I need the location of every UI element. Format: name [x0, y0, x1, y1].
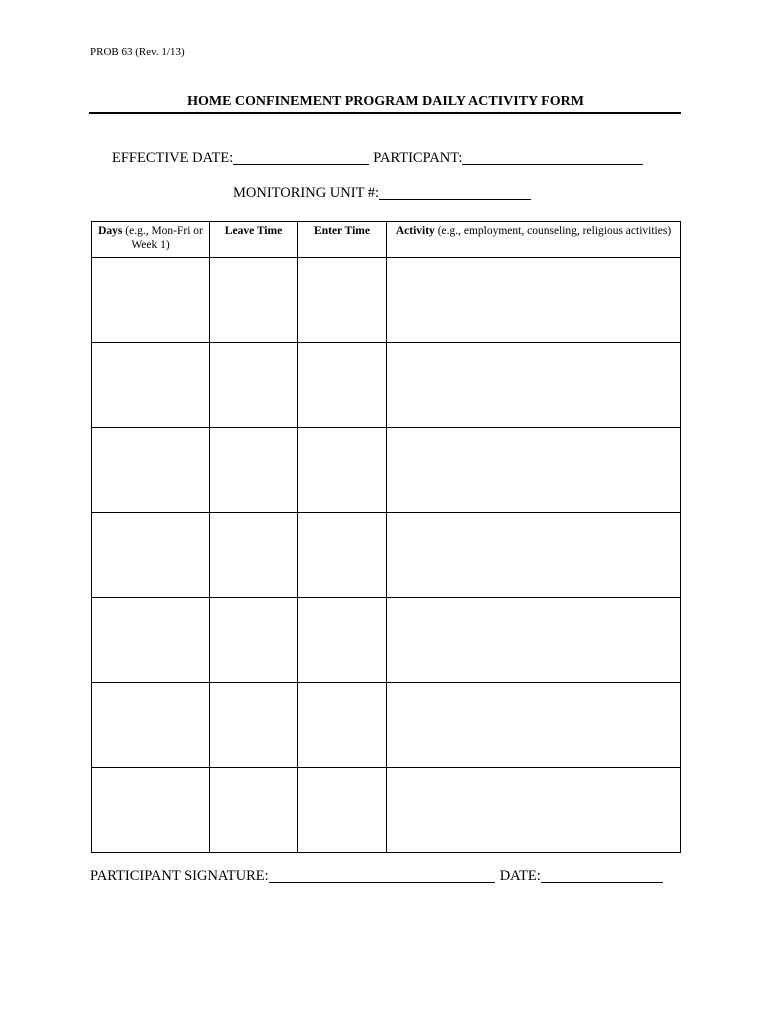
- enter-time-cell[interactable]: [298, 343, 387, 428]
- days-cell[interactable]: [92, 683, 210, 768]
- form-title: HOME CONFINEMENT PROGRAM DAILY ACTIVITY FORM: [187, 94, 584, 109]
- signature-date-field[interactable]: [541, 868, 663, 883]
- table-row: [92, 258, 681, 343]
- days-cell[interactable]: [92, 258, 210, 343]
- table-row: [92, 598, 681, 683]
- days-cell[interactable]: [92, 513, 210, 598]
- monitoring-unit-field[interactable]: [379, 185, 531, 200]
- leave-time-cell[interactable]: [210, 683, 298, 768]
- table-row: [92, 513, 681, 598]
- activity-cell[interactable]: [387, 598, 681, 683]
- column-header-enter-time: Enter Time: [298, 222, 387, 258]
- leave-time-cell[interactable]: [210, 768, 298, 853]
- activity-cell[interactable]: [387, 683, 681, 768]
- days-cell[interactable]: [92, 768, 210, 853]
- enter-time-cell[interactable]: [298, 258, 387, 343]
- enter-time-cell[interactable]: [298, 768, 387, 853]
- leave-time-cell[interactable]: [210, 598, 298, 683]
- leave-time-cell[interactable]: [210, 343, 298, 428]
- enter-time-cell[interactable]: [298, 683, 387, 768]
- days-cell[interactable]: [92, 598, 210, 683]
- effective-date-field[interactable]: [233, 150, 369, 165]
- monitoring-unit-label: MONITORING UNIT #:: [233, 185, 380, 201]
- monitoring-unit-row: [233, 185, 531, 202]
- effective-participant-row: [112, 150, 643, 167]
- form-code: PROB 63 (Rev. 1/13): [90, 46, 185, 58]
- activity-cell[interactable]: [387, 513, 681, 598]
- activity-cell[interactable]: [387, 343, 681, 428]
- signature-row: [90, 868, 663, 885]
- activity-log-table: [91, 221, 681, 853]
- participant-signature-label: PARTICIPANT SIGNATURE:: [90, 868, 269, 884]
- table-row: [92, 343, 681, 428]
- signature-date-label: DATE:: [499, 868, 541, 884]
- column-header-days: Days (e.g., Mon-Fri or Week 1): [92, 222, 210, 258]
- enter-time-cell[interactable]: [298, 428, 387, 513]
- activity-cell[interactable]: [387, 428, 681, 513]
- effective-date-label: EFFECTIVE DATE:: [112, 150, 234, 166]
- column-header-activity: Activity (e.g., employment, counseling, religious activities): [387, 222, 681, 258]
- leave-time-cell[interactable]: [210, 258, 298, 343]
- activity-cell[interactable]: [387, 768, 681, 853]
- participant-label: PARTICPANT:: [373, 150, 463, 166]
- leave-time-cell[interactable]: [210, 513, 298, 598]
- title-divider: [89, 112, 681, 114]
- table-row: [92, 768, 681, 853]
- days-cell[interactable]: [92, 343, 210, 428]
- enter-time-cell[interactable]: [298, 598, 387, 683]
- table-row: [92, 683, 681, 768]
- column-header-leave-time: Leave Time: [210, 222, 298, 258]
- participant-signature-field[interactable]: [269, 868, 495, 883]
- leave-time-cell[interactable]: [210, 428, 298, 513]
- participant-field[interactable]: [462, 150, 643, 165]
- enter-time-cell[interactable]: [298, 513, 387, 598]
- table-row: [92, 428, 681, 513]
- days-cell[interactable]: [92, 428, 210, 513]
- activity-cell[interactable]: [387, 258, 681, 343]
- table-header-row: [92, 222, 681, 258]
